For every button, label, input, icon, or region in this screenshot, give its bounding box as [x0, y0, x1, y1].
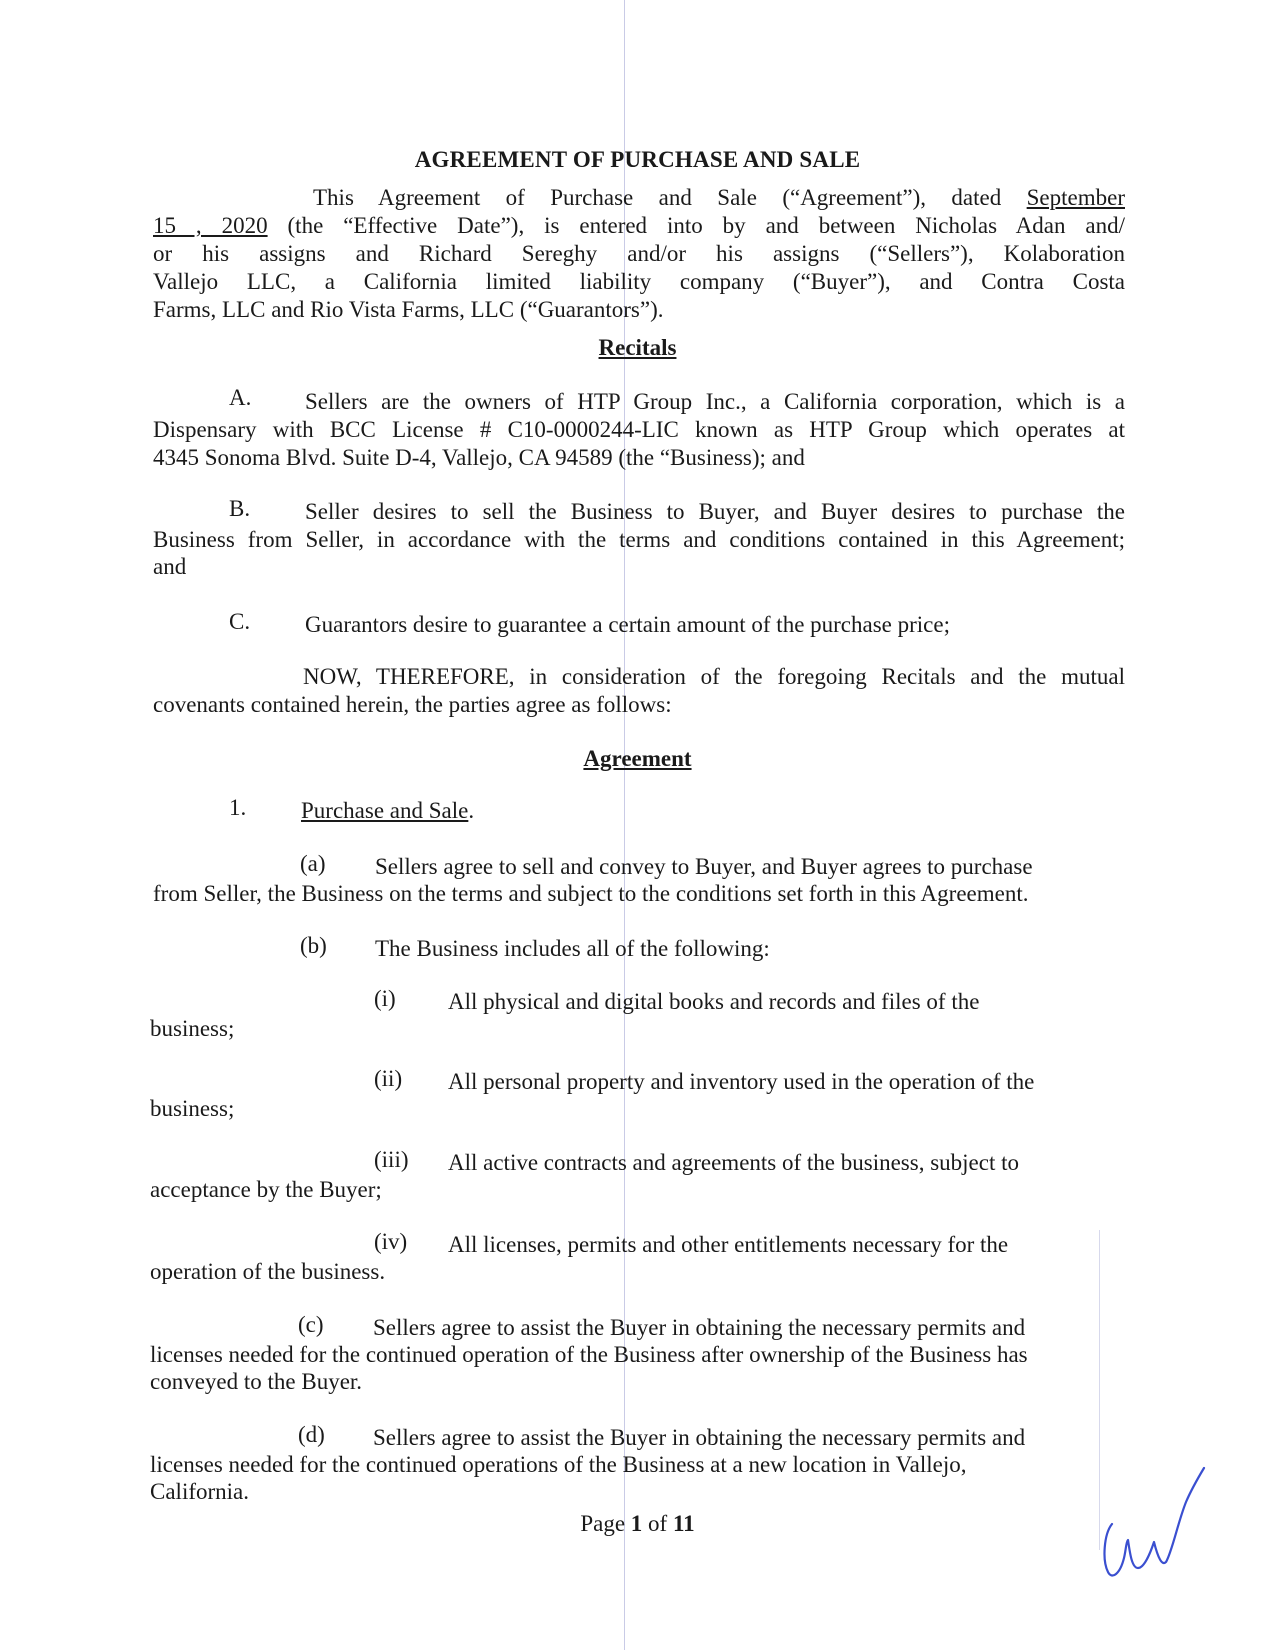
intro-line-5: Farms, LLC and Rio Vista Farms, LLC (“Guarantors”).: [153, 297, 664, 322]
recital-b-marker: B.: [229, 496, 251, 521]
item-iv-line-2: operation of the business.: [150, 1259, 386, 1284]
item-iii-line-1: All active contracts and agreements of the business, subject to: [448, 1150, 1019, 1175]
recital-b-line-1: Seller desires to sell the Business to Buyer, and Buyer desires to purchase the: [305, 499, 1125, 524]
page-total: 11: [672, 1511, 695, 1536]
clause-a-line-1: Sellers agree to sell and convey to Buyer, and Buyer agrees to purchase: [375, 854, 1033, 879]
item-iv-marker: (iv): [374, 1229, 408, 1254]
intro-line-1: This Agreement of Purchase and Sale (“Agreement”), dated September: [313, 185, 1125, 210]
now-therefore-line-1: NOW, THEREFORE, in consideration of the foregoing Recitals and the mutual: [303, 664, 1125, 689]
item-iii-marker: (iii): [374, 1147, 409, 1172]
page-number: 1: [630, 1511, 643, 1536]
recital-c-line-1: Guarantors desire to guarantee a certain amount of the purchase price;: [305, 612, 950, 637]
recital-a-marker: A.: [229, 385, 252, 410]
intro-line-4: Vallejo LLC, a California limited liability company (“Buyer”), and Contra Costa: [153, 269, 1125, 294]
intro-line-2: 15 , 2020 (the “Effective Date”), is entered into by and between Nicholas Adan and/: [153, 213, 1126, 238]
effective-date: 15 , 2020: [153, 213, 268, 238]
recital-b-line-2: Business from Seller, in accordance with the terms and conditions contained in this Agreement;: [153, 527, 1125, 552]
recital-a-line-1: Sellers are the owners of HTP Group Inc., a California corporation, which is a: [305, 389, 1125, 414]
clause-c-line-2: licenses needed for the continued operation of the Business after ownership of the Business has: [150, 1342, 1028, 1367]
clause-a-line-2: from Seller, the Business on the terms and subject to the conditions set forth in this Agreement.: [153, 881, 1029, 906]
intro-line-3: or his assigns and Richard Sereghy and/or his assigns (“Sellers”), Kolaboration: [153, 241, 1125, 266]
item-ii-marker: (ii): [374, 1066, 403, 1091]
clause-c-line-1: Sellers agree to assist the Buyer in obtaining the necessary permits and: [373, 1315, 1026, 1340]
recital-a-line-2: Dispensary with BCC License # C10-0000244-LIC known as HTP Group which operates at: [153, 417, 1125, 442]
recital-a-line-3: 4345 Sonoma Blvd. Suite D-4, Vallejo, CA 94589 (the “Business); and: [153, 445, 805, 470]
section-1-heading: Purchase and Sale: [301, 798, 469, 823]
item-i-line-1: All physical and digital books and records and files of the: [448, 989, 980, 1014]
clause-c-marker: (c): [298, 1312, 324, 1337]
clause-d-line-2: licenses needed for the continued operations of the Business at a new location in Vallejo,: [150, 1452, 967, 1477]
agreement-heading: Agreement: [583, 746, 692, 771]
item-iv-line-1: All licenses, permits and other entitlements necessary for the: [448, 1232, 1009, 1257]
clause-b-line-1: The Business includes all of the following:: [375, 936, 770, 961]
clause-a-marker: (a): [300, 851, 326, 876]
recitals-heading: Recitals: [598, 335, 677, 360]
now-therefore-line-2: covenants contained herein, the parties agree as follows:: [153, 692, 672, 717]
section-1-heading-wrap: Purchase and Sale.: [301, 798, 475, 823]
document-title: AGREEMENT OF PURCHASE AND SALE: [414, 147, 861, 172]
initials-signature-icon: [1098, 1462, 1208, 1587]
recital-c-marker: C.: [229, 609, 251, 634]
clause-d-line-3: California.: [150, 1479, 249, 1504]
item-i-line-2: business;: [150, 1016, 235, 1041]
dated-month: September: [1026, 185, 1125, 210]
page-footer: Page 1 of 11: [580, 1511, 695, 1536]
section-1-number: 1.: [229, 795, 247, 820]
clause-c-line-3: conveyed to the Buyer.: [150, 1369, 363, 1394]
clause-b-marker: (b): [300, 933, 327, 958]
clause-d-line-1: Sellers agree to assist the Buyer in obtaining the necessary permits and: [373, 1425, 1026, 1450]
item-ii-line-1: All personal property and inventory used in the operation of the: [448, 1069, 1035, 1094]
item-ii-line-2: business;: [150, 1096, 235, 1121]
item-i-marker: (i): [374, 986, 396, 1011]
recital-b-line-3: and: [153, 554, 187, 579]
item-iii-line-2: acceptance by the Buyer;: [150, 1177, 382, 1202]
clause-d-marker: (d): [298, 1422, 325, 1447]
